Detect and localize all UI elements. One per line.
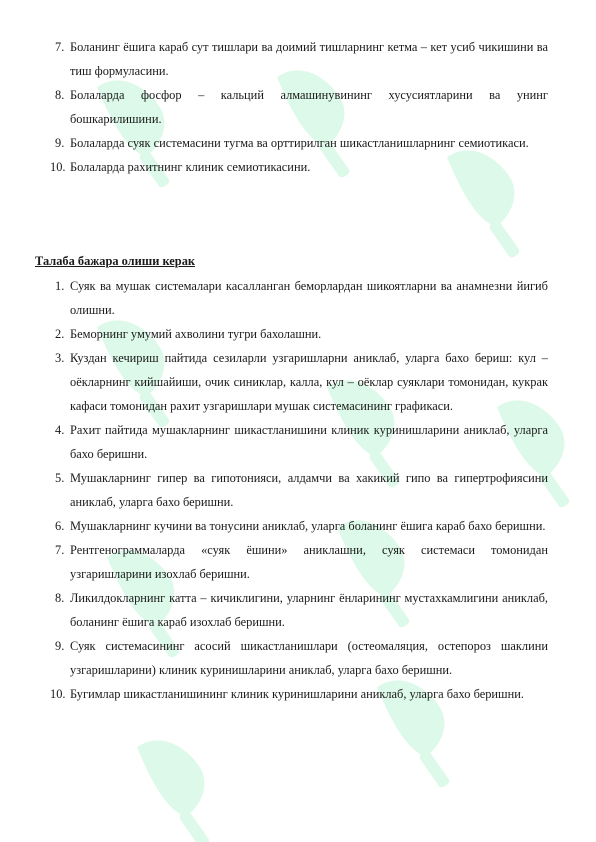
list-item	[0, 83, 596, 131]
item-number: 7.	[55, 543, 65, 557]
item-text: Болаларда рахитнинг клиник семиотикасини.	[70, 160, 311, 174]
item-number: 10.	[50, 687, 66, 701]
item-number: 9.	[55, 136, 65, 150]
list-item	[0, 538, 596, 586]
item-text: Ликилдокларнинг катта – кичиклигини, уларнинг ёнларининг мустахкамлигини аниклаб, боланинг ёшига караб изохлаб беришни.	[70, 591, 548, 629]
item-number: 7.	[55, 40, 65, 54]
list-item	[0, 466, 596, 514]
item-text: Бугимлар шикастланишининг клиник куринишларини аниклаб, уларга бахо беришни.	[70, 687, 524, 701]
item-number: 3.	[55, 351, 65, 365]
item-text: Суяк ва мушак системалари касалланган беморлардан шикоятларни ва анамнезни йигиб олишни.	[70, 279, 548, 317]
list-item	[0, 35, 596, 83]
item-number: 4.	[55, 423, 65, 437]
item-text: Болаларда фосфор – кальций алмашинувининг хусусиятларини ва унинг бошкарилишини.	[70, 88, 548, 126]
item-text: Болаларда суяк системасини тугма ва орттирилган шикастланишларнинг семиотикаси.	[70, 136, 529, 150]
item-number: 1.	[55, 279, 65, 293]
list-item	[0, 514, 596, 538]
list-item	[0, 155, 596, 179]
item-text: Боланинг ёшига караб сут тишлари ва доимий тишларнинг кетма – кет усиб чикишини ва тиш формуласини.	[70, 40, 548, 78]
item-text: Рахит пайтида мушакларнинг шикастланишини клиник куринишларини аниклаб, уларга бахо беришни.	[70, 423, 548, 461]
list-item	[0, 131, 596, 155]
item-text: Куздан кечириш пайтида сезиларли узгаришларни аниклаб, уларга бахо бериш: кул – оёкларнинг кийшайиши, очик синиклар, калла, кул – оёклар суяклари томонидан, кукрак кафаси томонидан рахит узгаришлари мушак системасининг графикаси.	[70, 351, 548, 413]
item-number: 2.	[55, 327, 65, 341]
list-item	[0, 322, 596, 346]
list-item	[0, 418, 596, 466]
item-number: 10.	[50, 160, 66, 174]
list-item	[0, 274, 596, 322]
list-item	[0, 346, 596, 418]
section-heading: Талаба бажара олиши керак	[35, 254, 196, 268]
item-text: Мушакларнинг кучини ва тонусини аниклаб, уларга боланинг ёшига караб бахо беришни.	[70, 519, 546, 533]
item-text: Рентгенограммаларда «суяк ёшини» аниклашни, суяк системаси томонидан узгаришларини изохлаб беришни.	[70, 543, 548, 581]
knowledge-list	[0, 35, 596, 179]
item-text: Суяк системасининг асосий шикастланишлари (остеомаляция, остепороз шаклини узгаришларини) клиник куринишларини аниклаб, уларга бахо беришни.	[70, 639, 548, 677]
item-number: 6.	[55, 519, 65, 533]
skills-list	[0, 274, 596, 706]
item-text: Беморнинг умумий ахволини тугри бахолашни.	[70, 327, 322, 341]
item-number: 8.	[55, 88, 65, 102]
list-item	[0, 634, 596, 682]
list-item	[0, 682, 596, 706]
item-text: Мушакларнинг гипер ва гипотонияси, алдамчи ва хакикий гипо ва гипертрофиясини аниклаб, уларга бахо беришни.	[70, 471, 548, 509]
item-number: 9.	[55, 639, 65, 653]
list-item	[0, 586, 596, 634]
item-number: 5.	[55, 471, 65, 485]
item-number: 8.	[55, 591, 65, 605]
